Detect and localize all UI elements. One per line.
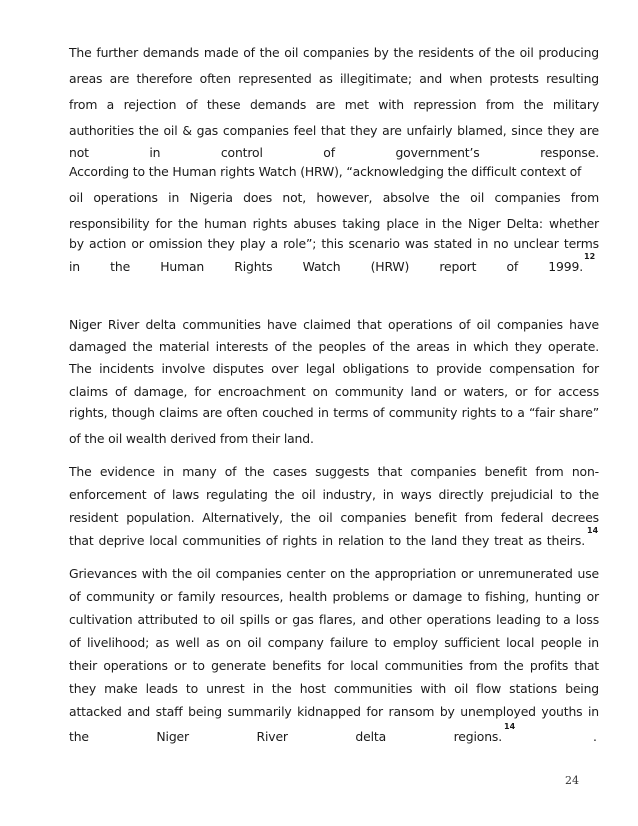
paragraph-4-line: the Niger River delta regions. <box>69 729 502 744</box>
paragraph-4-line: Grievances with the oil companies center on the appropriation or unremunerated use <box>69 566 599 581</box>
paragraph-1-line: not in control of government’s response. <box>69 145 599 160</box>
paragraph-1-line: authorities the oil & gas companies feel that they are unfairly blamed, since they are <box>69 123 599 138</box>
line-text: in the Human Rights Watch (HRW) report of 1999. <box>69 259 583 274</box>
paragraph-4-line: cultivation attributed to oil spills or gas flares, and other operations leading to a loss <box>69 612 599 627</box>
paragraph-3-line: that deprive local communities of rights in relation to the land they treat as theirs. <box>69 533 585 548</box>
paragraph-1-line: According to the Human rights Watch (HRW), “acknowledging the difficult context of <box>69 164 582 179</box>
paragraph-4-line: of community or family resources, health problems or damage to fishing, hunting or <box>69 589 599 604</box>
paragraph-1-line: from a rejection of these demands are met with repression from the military <box>69 97 599 112</box>
paragraph-2-line: of the oil wealth derived from their land. <box>69 431 314 446</box>
paragraph-1-line: oil operations in Nigeria does not, however, absolve the oil companies from <box>69 190 599 205</box>
paragraph-4-line: attacked and staff being summarily kidnapped for ransom by unemployed youths in <box>69 704 599 719</box>
paragraph-4-line: they make leads to unrest in the host communities with oil flow stations being <box>69 681 599 696</box>
paragraph-3-line: The evidence in many of the cases suggests that companies benefit from non- <box>69 464 599 479</box>
document-page: The further demands made of the oil companies by the residents of the oil producing areas are therefore often represented as illegitimate; and when protests resulting from a rejection of these demands are met with repression from the military authorities the oil & gas companies feel that they are unfairly blamed, since they are not in control of government’s response. According to the Human rights Watch (HRW), “acknowledging the difficult context of oil operations in Nigeria does not, however, absolve the oil companies from responsibility for the human rights abuses taking place in the Niger Delta: whether by action or omission they play a role”; this scenario was stated in no unclear terms in the Human Rights Watch (HRW) report of 1999. 12 Niger River delta communities have claimed that operations of oil companies have damaged the material interests of the peoples of the areas in which they operate. The incidents involve disputes over legal obligations to provide compensation for claims of damage, for encroachment on community land or waters, or for access rights, though claims are often couched in terms of community rights to a “fair share” of the oil wealth derived from their land. The evidence in many of the cases suggests that companies benefit from non- enforcement of laws regulating the oil industry, in ways directly prejudicial to the resident population. Alternatively, the oil companies benefit from federal decrees that deprive local communities of rights in relation to the land they treat as theirs. 14 Grievances with the oil companies center on the appropriation or unremunerated use of community or family resources, health problems or damage to fishing, hunting or cultivation attributed to oil spills or gas flares, and other operations leading to a loss of livelihood; as well as on oil company failure to employ sufficient local people in their operations or to generate benefits for local communities from the profits that they make leads to unrest in the host communities with oil flow stations being attacked and staff being summarily kidnapped for ransom by unemployed youths in the Niger River delta regions. 14 . 24 <box>0 0 638 826</box>
paragraph-1-line <box>69 259 583 275</box>
paragraph-1-line: by action or omission they play a role”; this scenario was stated in no unclear terms <box>69 236 599 251</box>
paragraph-4-line: their operations or to generate benefits for local communities from the profits that <box>69 658 599 673</box>
paragraph-3-line: resident population. Alternatively, the oil companies benefit from federal decrees <box>69 510 599 525</box>
paragraph-2-line: rights, though claims are often couched in terms of community rights to a “fair share” <box>69 405 599 420</box>
paragraph-1-line: areas are therefore often represented as illegitimate; and when protests resulting <box>69 71 599 86</box>
paragraph-2-line: Niger River delta communities have claimed that operations of oil companies have <box>69 317 599 332</box>
paragraph-2-line: claims of damage, for encroachment on community land or waters, or for access <box>69 384 599 399</box>
paragraph-2-line: The incidents involve disputes over legal obligations to provide compensation for <box>69 361 599 376</box>
paragraph-3-line: enforcement of laws regulating the oil industry, in ways directly prejudicial to the <box>69 487 599 502</box>
paragraph-1-line: responsibility for the human rights abuses taking place in the Niger Delta: whether <box>69 216 599 231</box>
page-number: 24 <box>565 774 579 787</box>
trailing-period: . <box>593 729 597 744</box>
paragraph-4-line: of livelihood; as well as on oil company failure to employ sufficient local people in <box>69 635 599 650</box>
paragraph-1-line: The further demands made of the oil companies by the residents of the oil producing <box>69 45 599 60</box>
paragraph-2-line: damaged the material interests of the peoples of the areas in which they operate. <box>69 339 599 354</box>
